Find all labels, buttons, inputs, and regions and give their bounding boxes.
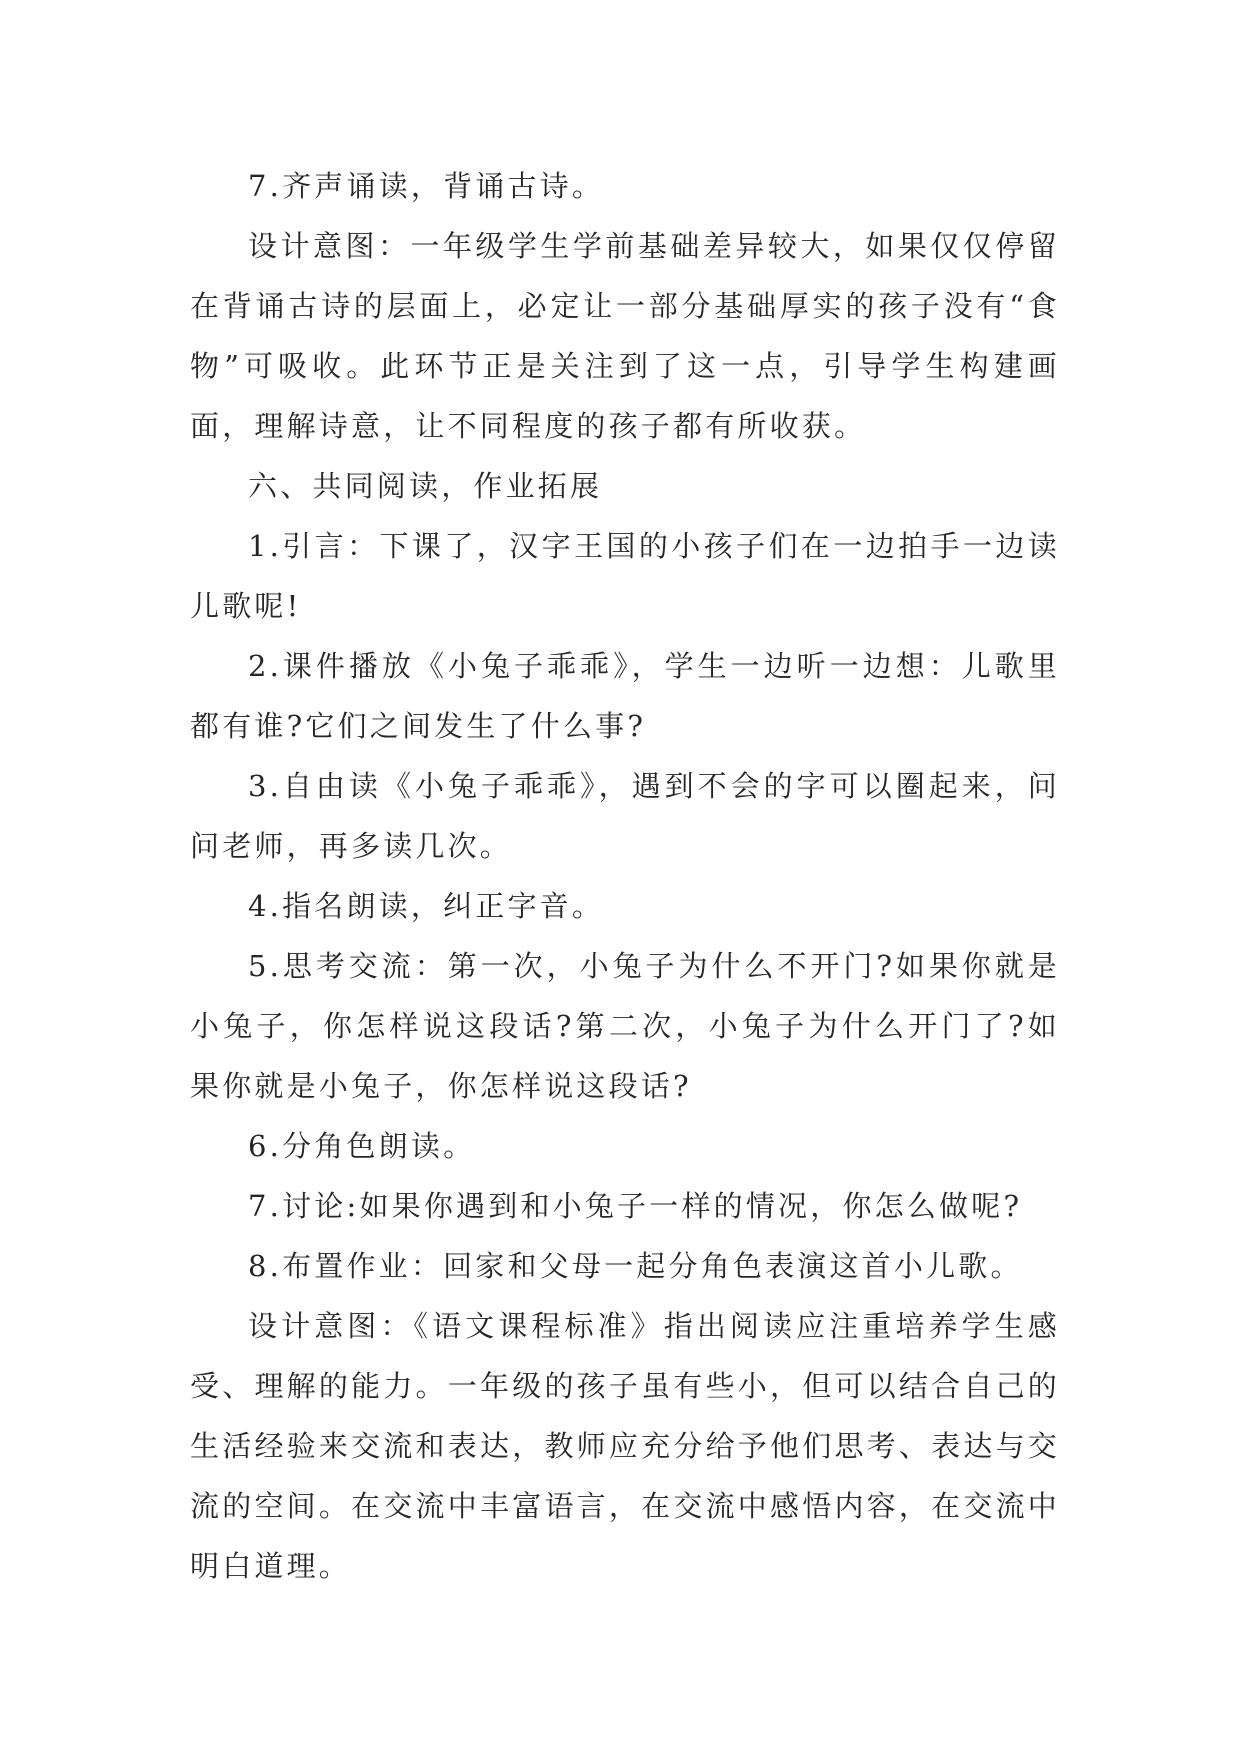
paragraph-step-8-homework: 8.布置作业：回家和父母一起分角色表演这首小儿歌。 [248,1249,1023,1283]
paragraph-step-1-intro: 1.引言：下课了，汉字王国的小孩子们在一边拍手一边读儿歌呢! [190,529,1060,623]
paragraph-step-7-discuss: 7.讨论:如果你遇到和小兔子一样的情况，你怎么做呢? [248,1189,1023,1223]
paragraph-step-6-role-reading: 6.分角色朗读。 [248,1129,476,1163]
paragraph-step-3-free-reading: 3.自由读《小兔子乖乖》，遇到不会的字可以圈起来，问问老师，再多读几次。 [190,769,1060,863]
section-heading-shared-reading: 六、共同阅读，作业拓展 [248,469,603,503]
paragraph-step-5-discussion: 5.思考交流：第一次，小兔子为什么不开门?如果你就是小兔子，你怎样说这段话?第二次，小兔子为什么开门了?如果你就是小兔子，你怎样说这段话? [190,949,1060,1103]
paragraph-design-intent-2: 设计意图：《语文课程标准》指出阅读应注重培养学生感受、理解的能力。一年级的孩子虽有些小，但可以结合自己的生活经验来交流和表达，教师应充分给予他们思考、表达与交流的空间。在交流中丰富语言，在交流中感悟内容，在交流中明白道理。 [190,1309,1060,1583]
document-page [190,156,1060,1596]
paragraph-design-intent-1: 设计意图：一年级学生学前基础差异较大，如果仅仅停留在背诵古诗的层面上，必定让一部分基础厚实的孩子没有“食物”可吸收。此环节正是关注到了这一点，引导学生构建画面，理解诗意，让不同程度的孩子都有所收获。 [190,229,1060,443]
paragraph-step-7-recite: 7.齐声诵读，背诵古诗。 [248,169,605,203]
paragraph-step-2-courseware: 2.课件播放《小兔子乖乖》，学生一边听一边想：儿歌里都有谁?它们之间发生了什么事? [190,649,1060,743]
paragraph-step-4-read-aloud: 4.指名朗读，纠正字音。 [248,889,605,923]
